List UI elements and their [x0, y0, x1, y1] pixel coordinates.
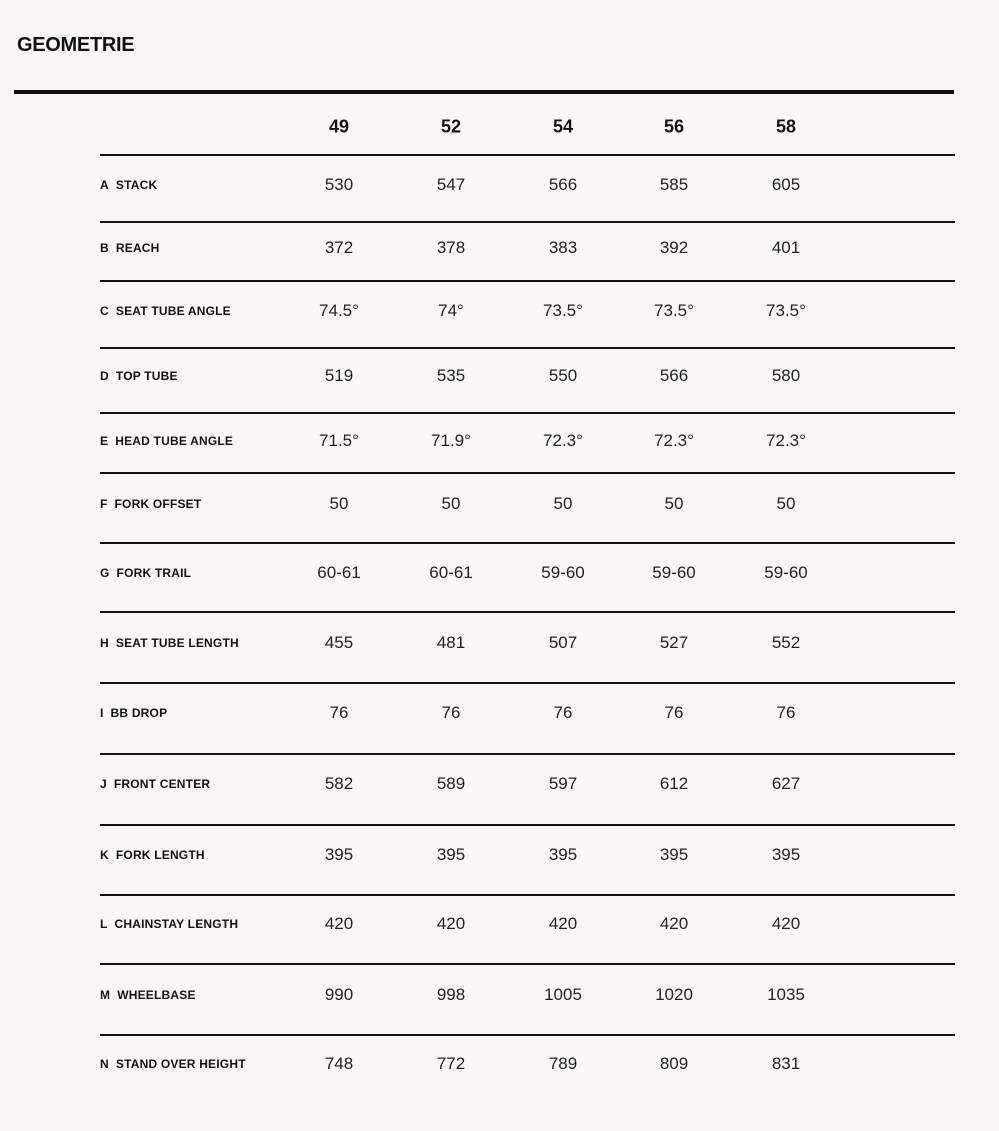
- table-cell: 519: [324, 366, 354, 385]
- table-cell: 74.5°: [319, 301, 359, 320]
- row-label: [100, 636, 239, 650]
- table-cell: 420: [324, 914, 354, 933]
- row-key: E: [100, 434, 109, 448]
- row-label: [100, 304, 231, 318]
- table-cell: 772: [436, 1054, 466, 1073]
- row-name: HEAD TUBE ANGLE: [115, 434, 234, 448]
- table-cell: 530: [324, 175, 354, 194]
- table-cell: 76: [441, 703, 461, 722]
- size-header-56: 56: [663, 116, 685, 137]
- row-divider: [100, 963, 955, 965]
- table-cell: 50: [664, 494, 684, 513]
- table-cell: 420: [436, 914, 466, 933]
- table-cell: 50: [329, 494, 349, 513]
- table-cell: 1005: [544, 985, 582, 1004]
- row-key: I: [100, 706, 104, 720]
- table-cell: 71.5°: [319, 431, 359, 450]
- row-name: WHEELBASE: [117, 988, 196, 1002]
- table-cell: 550: [548, 366, 578, 385]
- table-cell: 73.5°: [766, 301, 806, 320]
- row-name: REACH: [115, 241, 160, 255]
- table-cell: 597: [548, 774, 578, 793]
- table-cell: 71.9°: [431, 431, 471, 450]
- title-divider: [14, 90, 954, 94]
- table-cell: 507: [548, 633, 578, 652]
- row-key: K: [100, 848, 109, 862]
- row-divider: [100, 824, 955, 826]
- table-cell: 566: [659, 366, 689, 385]
- size-header-52: 52: [440, 116, 462, 137]
- row-name: STACK: [115, 178, 158, 192]
- row-key: B: [100, 241, 109, 255]
- table-cell: 580: [771, 366, 801, 385]
- row-divider: [100, 894, 955, 896]
- row-name: TOP TUBE: [115, 369, 178, 383]
- table-cell: 372: [324, 238, 354, 257]
- row-key: J: [100, 777, 107, 791]
- size-header-49: 49: [328, 116, 350, 137]
- table-cell: 535: [436, 366, 466, 385]
- row-name: FORK LENGTH: [115, 848, 205, 862]
- row-label: [100, 777, 210, 791]
- table-cell: 582: [324, 774, 354, 793]
- table-cell: 76: [776, 703, 796, 722]
- table-cell: 59-60: [764, 563, 808, 582]
- row-divider: [100, 347, 955, 349]
- table-cell: 420: [771, 914, 801, 933]
- row-name: FORK OFFSET: [114, 497, 202, 511]
- row-name: SEAT TUBE ANGLE: [115, 304, 231, 318]
- table-cell: 627: [771, 774, 801, 793]
- row-name: STAND OVER HEIGHT: [115, 1057, 246, 1071]
- row-divider: [100, 611, 955, 613]
- table-cell: 789: [548, 1054, 578, 1073]
- table-cell: 990: [324, 985, 354, 1004]
- size-header-54: 54: [552, 116, 574, 137]
- row-label: [100, 178, 157, 192]
- table-cell: 1020: [655, 985, 693, 1004]
- row-divider: [100, 1034, 955, 1036]
- row-label: [100, 1057, 246, 1071]
- row-name: FORK TRAIL: [116, 566, 192, 580]
- table-cell: 76: [553, 703, 573, 722]
- table-cell: 392: [659, 238, 689, 257]
- table-cell: 831: [771, 1054, 801, 1073]
- section-title: GEOMETRIE: [17, 34, 135, 56]
- table-cell: 50: [553, 494, 573, 513]
- table-cell: 605: [771, 175, 801, 194]
- row-key: G: [100, 566, 110, 580]
- row-key: N: [100, 1057, 109, 1071]
- row-divider: [100, 412, 955, 414]
- row-key: F: [100, 497, 108, 511]
- table-cell: 420: [659, 914, 689, 933]
- table-cell: 76: [664, 703, 684, 722]
- table-cell: 527: [659, 633, 689, 652]
- row-label: [100, 566, 191, 580]
- table-cell: 50: [776, 494, 796, 513]
- table-cell: 395: [436, 845, 466, 864]
- table-cell: 74°: [438, 301, 464, 320]
- table-cell: 395: [771, 845, 801, 864]
- table-cell: 395: [324, 845, 354, 864]
- row-divider: [100, 154, 955, 156]
- row-label: [100, 917, 238, 931]
- table-cell: 998: [436, 985, 466, 1004]
- table-cell: 60-61: [429, 563, 473, 582]
- table-cell: 748: [324, 1054, 354, 1073]
- table-cell: 59-60: [541, 563, 585, 582]
- row-name: FRONT CENTER: [113, 777, 211, 791]
- row-label: [100, 241, 160, 255]
- row-divider: [100, 280, 955, 282]
- table-cell: 585: [659, 175, 689, 194]
- table-cell: 60-61: [317, 563, 361, 582]
- table-cell: 72.3°: [543, 431, 583, 450]
- table-cell: 395: [548, 845, 578, 864]
- row-divider: [100, 472, 955, 474]
- table-cell: 73.5°: [654, 301, 694, 320]
- row-name: SEAT TUBE LENGTH: [115, 636, 239, 650]
- row-key: C: [100, 304, 109, 318]
- table-cell: 378: [436, 238, 466, 257]
- table-cell: 76: [329, 703, 349, 722]
- table-cell: 72.3°: [654, 431, 694, 450]
- table-cell: 1035: [767, 985, 805, 1004]
- row-key: A: [100, 178, 109, 192]
- table-cell: 566: [548, 175, 578, 194]
- table-cell: 73.5°: [543, 301, 583, 320]
- table-cell: 420: [548, 914, 578, 933]
- row-divider: [100, 753, 955, 755]
- table-cell: 59-60: [652, 563, 696, 582]
- row-key: H: [100, 636, 109, 650]
- row-label: [100, 369, 178, 383]
- table-cell: 395: [659, 845, 689, 864]
- table-cell: 612: [659, 774, 689, 793]
- row-key: D: [100, 369, 109, 383]
- table-cell: 809: [659, 1054, 689, 1073]
- table-cell: 552: [771, 633, 801, 652]
- size-header-58: 58: [775, 116, 797, 137]
- table-cell: 383: [548, 238, 578, 257]
- table-cell: 50: [441, 494, 461, 513]
- table-cell: 547: [436, 175, 466, 194]
- row-label: [100, 706, 167, 720]
- row-label: [100, 434, 233, 448]
- table-cell: 455: [324, 633, 354, 652]
- row-key: L: [100, 917, 108, 931]
- row-divider: [100, 542, 955, 544]
- table-cell: 589: [436, 774, 466, 793]
- row-key: M: [100, 988, 111, 1002]
- table-cell: 481: [436, 633, 466, 652]
- row-name: CHAINSTAY LENGTH: [114, 917, 239, 931]
- row-divider: [100, 682, 955, 684]
- table-cell: 401: [771, 238, 801, 257]
- row-name: BB DROP: [110, 706, 168, 720]
- row-label: [100, 988, 196, 1002]
- row-label: [100, 848, 205, 862]
- row-label: [100, 497, 201, 511]
- table-cell: 72.3°: [766, 431, 806, 450]
- row-divider: [100, 221, 955, 223]
